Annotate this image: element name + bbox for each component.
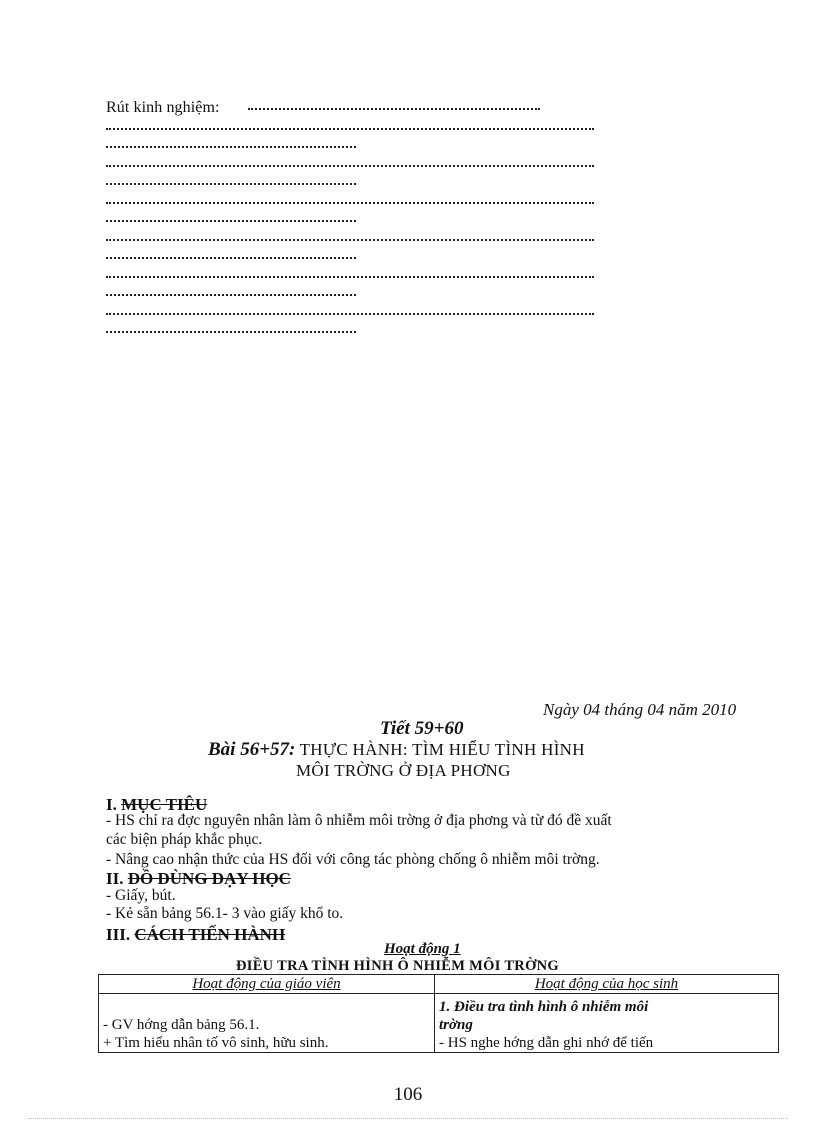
objectives-line: các biện pháp khắc phục. bbox=[106, 831, 263, 848]
student-line: - HS nghe hớng dẫn ghi nhớ để tiến bbox=[439, 1035, 654, 1051]
section-number: II. bbox=[106, 869, 124, 888]
activity-title: Hoạt động 1 bbox=[384, 941, 461, 957]
materials-line: - Giấy, bút. bbox=[106, 887, 176, 904]
review-heading bbox=[106, 99, 220, 117]
review-dotted-line bbox=[106, 180, 356, 185]
student-heading-line: trờng bbox=[439, 1017, 473, 1033]
lesson-label: Bài 56+57: bbox=[208, 739, 296, 760]
review-dotted-line bbox=[106, 143, 356, 148]
review-dotted-line bbox=[106, 328, 356, 333]
objectives-line: - Nâng cao nhận thức của HS đối với công tác phòng chống ô nhiễm môi trờng. bbox=[106, 851, 600, 868]
review-dotted-line bbox=[106, 291, 356, 296]
teacher-cell bbox=[99, 994, 435, 1053]
section-materials-heading bbox=[106, 869, 291, 889]
review-dotted-line bbox=[106, 125, 594, 130]
student-cell bbox=[435, 994, 779, 1053]
activity-subtitle: ĐIỀU TRA TÌNH HÌNH Ô NHIỄM MÔI TRỜNG bbox=[236, 958, 560, 974]
review-dotted-line bbox=[106, 273, 594, 278]
student-heading-line: 1. Điều tra tình hình ô nhiễm môi bbox=[439, 999, 649, 1015]
review-dotted-line bbox=[106, 162, 594, 167]
review-dots-first bbox=[248, 105, 540, 110]
objectives-line: - HS chỉ ra đợc nguyên nhân làm ô nhiễm môi trờng ở địa phơng và từ đó đề xuất bbox=[106, 812, 612, 829]
table-row bbox=[99, 994, 779, 1053]
teacher-line: + Tìm hiểu nhân tố vô sinh, hữu sinh. bbox=[103, 1035, 329, 1051]
lesson-title-line-1 bbox=[208, 739, 585, 761]
review-label: Rút kinh nghiệm: bbox=[106, 99, 220, 116]
column-header-student: Hoạt động của học sinh bbox=[435, 975, 779, 994]
lesson-title: THỰC HÀNH: TÌM HIỂU TÌNH HÌNH bbox=[299, 740, 585, 759]
lesson-date: Ngày 04 tháng 04 năm 2010 bbox=[543, 700, 737, 719]
review-dotted-line bbox=[106, 236, 594, 241]
review-dotted-line bbox=[106, 217, 356, 222]
period-number: Tiết 59+60 bbox=[380, 718, 464, 739]
table-header-row bbox=[99, 975, 779, 994]
teacher-line: - GV hớng dẫn bảng 56.1. bbox=[103, 1017, 260, 1033]
materials-line: - Kẻ sẵn bảng 56.1- 3 vào giấy khổ to. bbox=[106, 905, 344, 922]
section-title: MỤC TIÊU bbox=[121, 795, 208, 814]
review-dotted-line bbox=[106, 199, 594, 204]
section-number: III. bbox=[106, 925, 131, 944]
section-procedure-heading bbox=[106, 925, 285, 945]
column-header-teacher: Hoạt động của giáo viên bbox=[99, 975, 435, 994]
activity-table bbox=[98, 974, 779, 1053]
section-title: CÁCH TIẾN HÀNH bbox=[134, 925, 286, 944]
review-dotted-line bbox=[106, 310, 594, 315]
page-bottom-rule bbox=[28, 1118, 788, 1119]
review-dotted-line bbox=[106, 254, 356, 259]
page-number: 106 bbox=[393, 1084, 423, 1105]
section-number: I. bbox=[106, 795, 117, 814]
section-title: ĐỒ DÙNG DẠY HỌC bbox=[127, 869, 291, 888]
lesson-title-line-2: MÔI TRỜNG Ở ĐỊA PHƠNG bbox=[296, 761, 511, 780]
